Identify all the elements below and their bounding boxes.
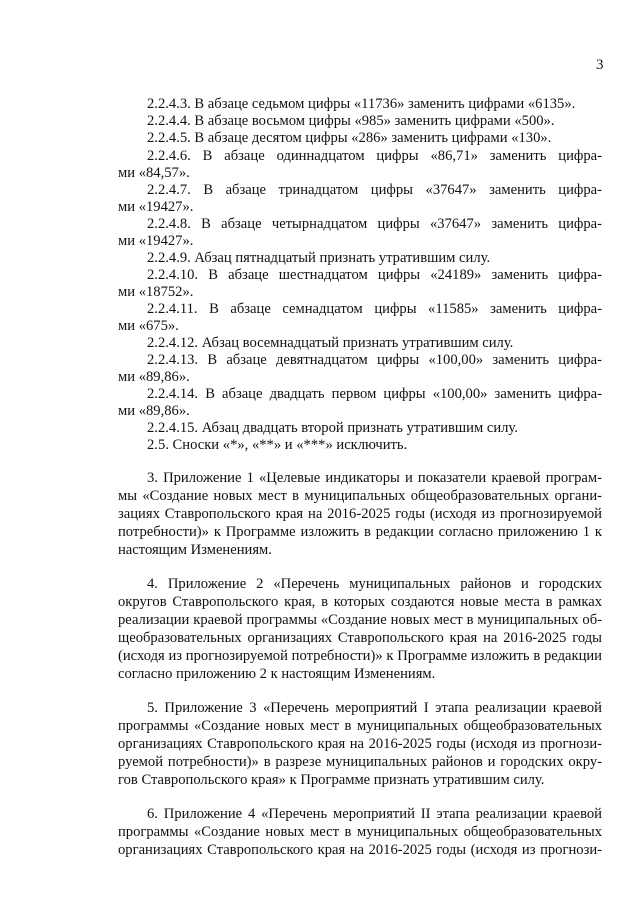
text-line: гов Ставропольского края» к Программе признать утратившим силу. [118,772,545,788]
text-line: 2.2.4.5. В абзаце десятом цифры «286» заменить цифрами «130». [147,130,552,146]
text-line: программы «Создание новых мест в муниципальных общеобразовательных [118,824,602,840]
text-line: 2.2.4.3. В абзаце седьмом цифры «11736» заменить цифрами «6135». [147,96,576,112]
text-line: ми «84,57». [118,165,190,181]
text-line: 2.2.4.8. В абзаце четырнадцатом цифры «37647» заменить цифра- [147,216,602,232]
text-line: 2.2.4.11. В абзаце семнадцатом цифры «11585» заменить цифра- [147,301,602,317]
text-line: 2.2.4.9. Абзац пятнадцатый признать утратившим силу. [147,250,491,266]
text-line: 2.2.4.15. Абзац двадцать второй признать утратившим силу. [147,420,518,436]
text-line: ми «19427». [118,199,194,215]
text-line: 4. Приложение 2 «Перечень муниципальных районов и городских [147,576,602,592]
text-line: ми «675». [118,318,179,334]
text-line: 2.2.4.13. В абзаце девятнадцатом цифры «100,00» заменить цифра- [147,352,602,368]
text-line: потребности)» к Программе изложить в редакции согласно приложению 1 к [118,524,602,540]
text-line: 2.2.4.7. В абзаце тринадцатом цифры «37647» заменить цифра- [147,182,602,198]
text-line: 2.2.4.14. В абзаце двадцать первом цифры «100,00» заменить цифра- [147,386,602,402]
text-line: 2.2.4.10. В абзаце шестнадцатом цифры «24189» заменить цифра- [147,267,602,283]
text-line: ми «89,86». [118,403,190,419]
text-line: организациях Ставропольского края на 2016-2025 годы (исходя из прогнози- [118,736,602,752]
text-line: щеобразовательных организациях Ставропольского края на 2016-2025 годы [118,630,602,646]
text-line: мы «Создание новых мест в муниципальных общеобразовательных органи- [118,488,602,504]
text-line: 2.5. Сноски «*», «**» и «***» исключить. [147,437,408,453]
text-line: руемой потребности)» в разрезе муниципальных районов и городских окру- [118,754,602,770]
text-line: 6. Приложение 4 «Перечень мероприятий II этапа реализации краевой [147,806,602,822]
text-line: ми «89,86». [118,369,190,385]
text-line: реализации краевой программы «Создание новых мест в муниципальных об- [118,612,602,628]
text-line: 2.2.4.4. В абзаце восьмом цифры «985» заменить цифрами «500». [147,113,555,129]
text-line: 2.2.4.12. Абзац восемнадцатый признать утратившим силу. [147,335,514,351]
text-line: организациях Ставропольского края на 2016-2025 годы (исходя из прогнози- [118,842,602,858]
text-line: ми «18752». [118,284,194,300]
text-line: 2.2.4.6. В абзаце одиннадцатом цифры «86,71» заменить цифра- [147,148,602,164]
text-line: согласно приложению 2 к настоящим Изменениям. [118,666,436,682]
text-line: настоящим Изменениям. [118,542,272,558]
text-line: округов Ставропольского края, в которых создаются новые места в рамках [118,594,602,610]
text-line: программы «Создание новых мест в муниципальных общеобразовательных [118,718,602,734]
text-line: ми «19427». [118,233,194,249]
text-line: зациях Ставропольского края на 2016-2025 годы (исходя из прогнозируемой [118,506,602,522]
text-line: 5. Приложение 3 «Перечень мероприятий I этапа реализации краевой [147,700,602,716]
text-line: (исходя из прогнозируемой потребности)» к Программе изложить в редакции [118,648,602,664]
page-number: 3 [596,57,604,73]
text-line: 3. Приложение 1 «Целевые индикаторы и показатели краевой програм- [147,470,602,486]
